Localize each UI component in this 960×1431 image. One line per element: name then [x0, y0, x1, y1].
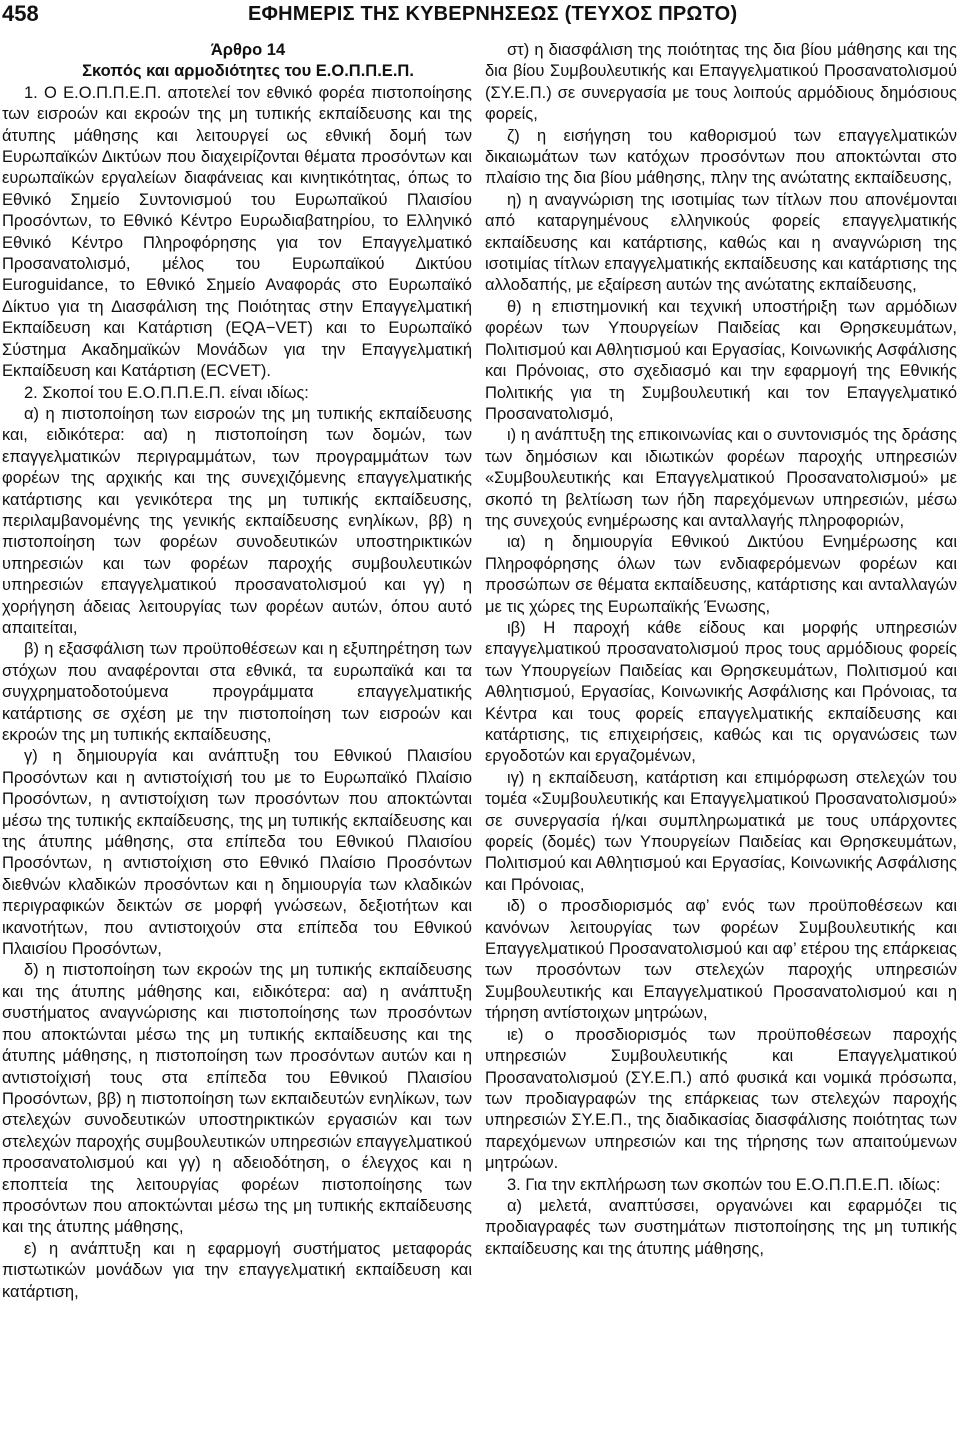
paragraph: η) η αναγνώριση της ισοτιμίας των τίτλων που απονέμονται από καταργημένους ελληνικούς φορείς επαγγελματικής εκπαίδευσης και κατάρτισης, καθώς και η αναγνώριση της ισοτιμίας τίτλων επαγγελματικής εκπαίδευσης και κατάρτισης της αλλοδαπής, με εξαίρεση αυτών της ανώτατης εκπαίδευσης,	[485, 190, 957, 295]
journal-title: ΕΦΗΜΕΡΙΣ ΤΗΣ ΚΥΒΕΡΝΗΣΕΩΣ (ΤΕΥΧΟΣ ΠΡΩΤΟ)	[248, 3, 738, 25]
paragraph: α) η πιστοποίηση των εισροών της μη τυπικής εκπαίδευσης και, ειδικότερα: αα) η πιστοποίηση των δομών, των επαγγελματικών περιγραμμάτων, των προγραμμάτων των φορέων της αρχικής και της συνεχιζόμενης επαγγελματικής κατάρτισης και γενικότερα της μη τυπικής εκπαίδευσης, περιλαμβανομένης της γενικής εκπαίδευσης ενηλίκων, ββ) η πιστοποίηση των φορέων συνοδευτικών υποστηρικτικών υπηρεσιών και των φορέων παροχής συμβουλευτικών υπηρεσιών επαγγελματικού προσανατολισμού και γγ) η χορήγηση άδειας λειτουργίας των φορέων αυτών, όπου αυτό απαιτείται,	[2, 404, 472, 637]
paragraph: στ) η διασφάλιση της ποιότητας της δια βίου μάθησης και της δια βίου Συμβουλευτικής και Επαγγελματικού Προσανατολισμού (ΣΥ.Ε.Π.) σε συνεργασία με τους λοιπούς αρμόδιους δημόσιους φορείς,	[485, 41, 957, 124]
paragraph: γ) η δημιουργία και ανάπτυξη του Εθνικού Πλαισίου Προσόντων και η αντιστοίχισή του με το Ευρωπαϊκό Πλαίσιο Προσόντων, η αντιστοίχιση των προσόντων που αποκτώνται μέσω της τυπικής εκπαίδευσης, της μη τυπικής εκπαίδευσης και της άτυπης μάθησης, στα επίπεδα του Εθνικού Πλαισίου Προσόντων, η αντιστοίχιση στο Εθνικό Πλαίσιο Προσόντων διεθνών κλαδικών προσόντων και η δημιουργία των κλαδικών περιγραφικών δεικτών σε μορφή γνώσεων, δεξιοτήτων και ικανοτήτων, που αντιστοιχούν στα επίπεδα του Εθνικού Πλαισίου Προσόντων,	[2, 747, 472, 959]
paragraph: θ) η επιστημονική και τεχνική υποστήριξη των αρμόδιων φορέων των Υπουργείων Παιδείας και Θρησκευμάτων, Πολιτισμού και Αθλητισμού και Εργασίας, Κοινωνικής Ασφάλισης και Πρόνοιας, στο σχεδιασμό και την εφαρμογή της Εθνικής Πολιτικής για τη Συμβουλευτική και τον Επαγγελματικό Προσανατολισμό,	[485, 297, 957, 423]
article-number: Άρθρο 14	[210, 41, 286, 59]
right-column	[485, 40, 957, 1260]
paragraph: ιε) ο προσδιορισμός των προϋποθέσεων παροχής υπηρεσιών Συμβουλευτικής και Επαγγελματικού Προσανατολισμού (ΣΥ.Ε.Π.) από φυσικά και νομικά πρόσωπα, των προδιαγραφών της επάρκειας των στελεχών παροχής υπηρεσιών ΣΥ.Ε.Π., της διαδικασίας διασφάλισης ποιότητας των παρεχόμενων υπηρεσιών και της τήρησης των απαιτούμενων μητρώων.	[485, 1025, 957, 1173]
paragraph: 1. Ο Ε.Ο.Π.Π.Ε.Π. αποτελεί τον εθνικό φορέα πιστοποίησης των εισροών και εκροών της μη τυπικής εκπαίδευσης και της άτυπης μάθησης και λειτουργεί ως εθνική δομή των Ευρωπαϊκών Δικτύων που διαχειρίζονται θέματα προσόντων και ευρωπαϊκών εργαλείων διαφάνειας και κινητικότητας, όπως το Εθνικό Σημείο Συντονισμού του Ευρωπαϊκού Πλαισίου Προσόντων, το Εθνικό Κέντρο Ευρωδιαβατηρίου, το Ελληνικό Εθνικό Κέντρο Πληροφόρησης για τον Επαγγελματικό Προσανατολισμό, μέλος του Ευρωπαϊκού Δικτύου Euroguidance, το Εθνικό Σημείο Αναφοράς στο Ευρωπαϊκό Δίκτυο για τη Διασφάλιση της Ποιότητας στην Επαγγελματική Εκπαίδευση και Κατάρτιση (EQA−VET) και το Ευρωπαϊκό Σύστημα Ακαδημαϊκών Μονάδων για την Επαγγελματική Εκπαίδευση και Κατάρτιση (ECVET).	[2, 83, 472, 381]
paragraph: δ) η πιστοποίηση των εκροών της μη τυπικής εκπαίδευσης και της άτυπης μάθησης και, ειδικότερα: αα) η ανάπτυξη συστήματος αναγνώρισης και πιστοποίησης των προσόντων που αποκτώνται μέσω της μη τυπικής εκπαίδευσης και της άτυπης μάθησης, η πιστοποίηση των προσόντων αυτών και η αντιστοίχισή τους στα επίπεδα του Εθνικού Πλαισίου Προσόντων, ββ) η πιστοποίηση των εκπαιδευτών ενηλίκων, των στελεχών συνοδευτικών υποστηρικτικών εργασιών και των στελεχών παροχής συμβουλευτικών υπηρεσιών επαγγελματικού προσανατολισμού και γγ) η αδειοδότηση, ο έλεγχος και η εποπτεία της λειτουργίας φορέων πιστοποίησης των προσόντων που αποκτώνται μέσω της μη τυπικής εκπαίδευσης και της άτυπης μάθησης,	[2, 961, 472, 1237]
page-header	[0, 0, 960, 30]
article-title: Σκοπός και αρμοδιότητες του Ε.Ο.Π.Π.Ε.Π.	[82, 62, 414, 81]
left-column	[2, 40, 472, 1303]
paragraph: 2. Σκοποί του Ε.Ο.Π.Π.Ε.Π. είναι ιδίως:	[24, 383, 309, 402]
paragraph: ε) η ανάπτυξη και η εφαρμογή συστήματος μεταφοράς πιστωτικών μονάδων για την επαγγελματική εκπαίδευση και κατάρτιση,	[2, 1239, 472, 1301]
paragraph: β) η εξασφάλιση των προϋποθέσεων και η εξυπηρέτηση των στόχων που αναφέρονται στα εθνικά, τα ευρωπαϊκά και τα συγχρηματοδοτούμενα προγράμματα επαγγελματικής κατάρτισης σε σχέση με την πιστοποίηση των εισροών και εκροών της μη τυπικής εκπαίδευσης,	[2, 640, 472, 744]
paragraph: 3. Για την εκπλήρωση των σκοπών του Ε.Ο.Π.Π.Ε.Π. ιδίως:	[507, 1175, 941, 1194]
page-number: 458	[2, 1, 39, 26]
paragraph: ζ) η εισήγηση του καθορισμού των επαγγελματικών δικαιωμάτων των κατόχων προσόντων που αποκτώνται στο πλαίσιο της δια βίου μάθησης, πλην της ανώτατης εκπαίδευσης,	[485, 126, 957, 188]
paragraph: ιγ) η εκπαίδευση, κατάρτιση και επιμόρφωση στελεχών του τομέα «Συμβουλευτικής και Επαγγελματικού Προσανατολισμού» σε συνεργασία ή/και συμπληρωματικά με τους υπάρχοντες φορείς (δομές) των Υπουργείων Παιδείας και Θρησκευμάτων, Πολιτισμού και Αθλητισμού και Εργασίας, Κοινωνικής Ασφάλισης και Πρόνοιας,	[485, 768, 957, 894]
paragraph: ιδ) ο προσδιορισμός αφ’ ενός των προϋποθέσεων και κανόνων λειτουργίας των φορέων Συμβουλευτικής και Επαγγελματικού Προσανατολισμού και αφ’ ετέρου της επάρκειας των προσόντων των στελεχών παροχής υπηρεσιών Συμβουλευτικής και Επαγγελματικού Προσανατολισμού και η τήρηση αντίστοιχων μητρώων,	[485, 897, 957, 1023]
paragraph: ιβ) Η παροχή κάθε είδους και μορφής υπηρεσιών επαγγελματικού προσανατολισμού προς τους αρμόδιους φορείς των Υπουργείων Παιδείας και Θρησκευμάτων, Πολιτισμού και Αθλητισμού, Εργασίας, Κοινωνικής Ασφάλισης και Πρόνοιας, τα Κέντρα και τους φορείς επαγγελματικής εκπαίδευσης και κατάρτισης, τις επιχειρήσεις, καθώς και τις οργανώσεις των εργοδοτών και εργαζομένων,	[485, 618, 957, 766]
paragraph: ι) η ανάπτυξη της επικοινωνίας και ο συντονισμός της δράσης των δημόσιων και ιδιωτικών φορέων παροχής υπηρεσιών «Συμβουλευτικής και Επαγγελματικού Προσανατολισμού» με σκοπό τη βελτίωση των ήδη παρεχόμενων υπηρεσιών, μέσω της συνεχούς ενημέρωσης και ανταλλαγής πληροφοριών,	[485, 426, 957, 530]
paragraph: α) μελετά, αναπτύσσει, οργανώνει και εφαρμόζει τις προδιαγραφές των συστημάτων πιστοποίησης της μη τυπικής εκπαίδευσης και της άτυπης μάθησης,	[485, 1196, 957, 1258]
paragraph: ια) η δημιουργία Εθνικού Δικτύου Ενημέρωσης και Πληροφόρησης όλων των ενδιαφερόμενων φορέων και προσώπων σε θέματα εκπαίδευσης, κατάρτισης και ανταλλαγών με τις χώρες της Ευρωπαϊκής Ένωσης,	[485, 533, 957, 616]
